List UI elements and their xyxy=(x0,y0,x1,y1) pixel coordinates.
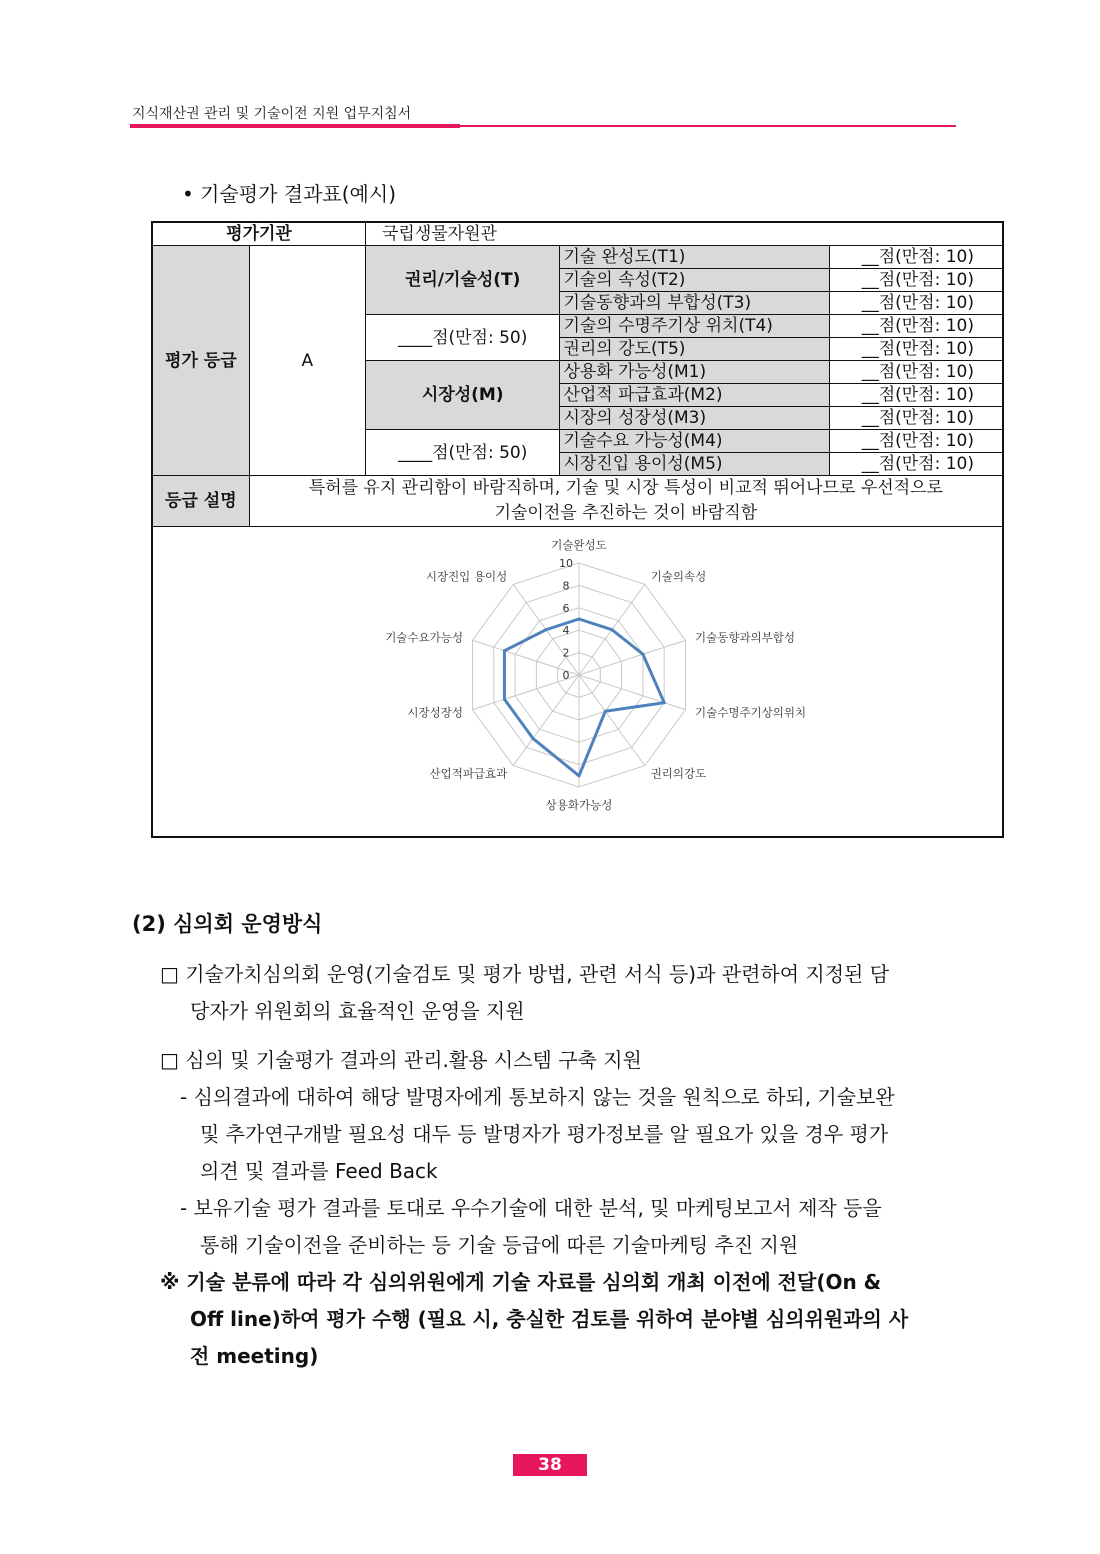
radar-category-label: 기술수요가능성 xyxy=(385,630,463,645)
text-line: 통해 기술이전을 준비하는 등 기술 등급에 따른 기술마케팅 추진 지원 xyxy=(200,1233,799,1257)
radar-chart xyxy=(153,527,1002,831)
note xyxy=(160,1264,970,1375)
page-number: 38 xyxy=(513,1454,587,1476)
text-line: - 심의결과에 대하여 해당 발명자에게 통보하지 않는 것을 원칙으로 하되, 기술보완 xyxy=(180,1085,895,1109)
radar-category-label: 상용화가능성 xyxy=(545,798,613,812)
item-score: __점(만점: 10) xyxy=(830,246,1003,269)
item-name: 상용화 가능성(M1) xyxy=(560,361,830,384)
radar-tick-label: 8 xyxy=(562,579,570,593)
text-line: 의견 및 결과를 Feed Back xyxy=(200,1159,438,1183)
radar-data-point xyxy=(503,649,506,652)
radar-category-label: 기술동향과의부합성 xyxy=(695,630,796,645)
radar-category-label: 산업적파급효과 xyxy=(429,766,508,781)
item-score: __점(만점: 10) xyxy=(830,453,1003,476)
text-line: 전 meeting) xyxy=(190,1344,319,1368)
item-score: __점(만점: 10) xyxy=(830,292,1003,315)
dash-item-2 xyxy=(160,1190,970,1264)
grade-label: 평가 등급 xyxy=(152,246,249,476)
text-line: 당자가 위원회의 효율적인 운영을 지원 xyxy=(190,999,525,1023)
radar-category-label: 기술완성도 xyxy=(551,538,607,552)
radar-data-point xyxy=(663,701,666,704)
paragraph-operation xyxy=(160,956,970,1030)
item-name: 산업적 파급효과(M2) xyxy=(560,384,830,407)
radar-tick-label: 4 xyxy=(562,624,570,638)
radar-data-point xyxy=(578,774,581,777)
radar-category-label: 시장성장성 xyxy=(407,705,463,720)
radar-tick-label: 2 xyxy=(562,646,570,660)
item-score: __점(만점: 10) xyxy=(830,315,1003,338)
group-t-label: 권리/기술성(T) xyxy=(365,246,559,315)
item-name: 기술 완성도(T1) xyxy=(560,246,830,269)
text-line: ※ 기술 분류에 따라 각 심의위원에게 기술 자료를 심의회 개최 이전에 전달(On & xyxy=(160,1270,882,1294)
text-line: - 보유기술 평가 결과를 토대로 우수기술에 대한 분석, 및 마케팅보고서 제작 등을 xyxy=(180,1196,882,1220)
item-name: 기술동향과의 부합성(T3) xyxy=(560,292,830,315)
radar-spoke xyxy=(579,675,686,710)
item-name: 시장의 성장성(M3) xyxy=(560,407,830,430)
radar-data-point xyxy=(503,698,506,701)
item-score: __점(만점: 10) xyxy=(830,338,1003,361)
grade-description xyxy=(249,476,1003,527)
radar-chart-cell xyxy=(152,527,1003,838)
radar-tick-label: 6 xyxy=(562,601,570,615)
radar-data-point xyxy=(531,737,534,740)
desc-label: 등급 설명 xyxy=(152,476,249,527)
radar-tick-label: 10 xyxy=(559,557,573,570)
document-header-title: 지식재산권 관리 및 기술이전 지원 업무지침서 xyxy=(132,106,412,122)
item-score: __점(만점: 10) xyxy=(830,430,1003,453)
item-name: 시장진입 용이성(M5) xyxy=(560,453,830,476)
radar-category-label: 기술수명주기상의위치 xyxy=(695,705,807,720)
header-divider-accent xyxy=(130,124,460,128)
desc-line: 특허를 유지 관리함이 바람직하며, 기술 및 시장 특성이 비교적 뛰어나므로 우선적으로 xyxy=(308,478,943,498)
item-name: 기술의 수명주기상 위치(T4) xyxy=(560,315,830,338)
text-line: □ 기술가치심의회 운영(기술검토 및 평가 방법, 관련 서식 등)과 관련하여 지정된 담 xyxy=(160,962,890,986)
dash-item-1 xyxy=(160,1079,970,1190)
item-score: __점(만점: 10) xyxy=(830,384,1003,407)
item-name: 권리의 강도(T5) xyxy=(560,338,830,361)
section-title: (2) 심의회 운영방식 xyxy=(132,912,323,936)
radar-category-label: 시장진입 용이성 xyxy=(425,569,508,584)
radar-category-label: 권리의강도 xyxy=(650,766,707,781)
text-line: 및 추가연구개발 필요성 대두 등 발명자가 평가정보를 알 필요가 있을 경우 평가 xyxy=(200,1122,889,1146)
radar-data-point xyxy=(545,628,548,631)
text-line: Off line)하여 평가 수행 (필요 시, 충실한 검토를 위하여 분야별 심의위원과의 사 xyxy=(190,1307,909,1331)
item-score: __점(만점: 10) xyxy=(830,361,1003,384)
paragraph-system xyxy=(160,1042,970,1375)
radar-tick-label: 0 xyxy=(562,669,570,682)
radar-data-point xyxy=(641,653,644,656)
desc-line: 기술이전을 추진하는 것이 바람직함 xyxy=(494,503,758,523)
item-name: 기술의 속성(T2) xyxy=(560,269,830,292)
text-line: □ 심의 및 기술평가 결과의 관리.활용 시스템 구축 지원 xyxy=(160,1048,642,1072)
grade-value: A xyxy=(249,246,365,476)
item-name: 기술수요 가능성(M4) xyxy=(560,430,830,453)
group-t-score: ____점(만점: 50) xyxy=(365,315,559,361)
radar-category-label: 기술의속성 xyxy=(650,569,707,584)
radar-data-point xyxy=(604,710,607,713)
group-m-label: 시장성(M) xyxy=(365,361,559,430)
item-score: __점(만점: 10) xyxy=(830,269,1003,292)
radar-data-point xyxy=(578,618,581,621)
radar-series-line xyxy=(504,619,664,776)
table-caption: • 기술평가 결과표(예시) xyxy=(182,182,396,206)
radar-data-point xyxy=(610,628,613,631)
agency-value: 국립생물자원관 xyxy=(365,222,1003,246)
radar-spoke xyxy=(513,675,579,766)
evaluation-table xyxy=(151,221,1004,838)
group-m-score: ____점(만점: 50) xyxy=(365,430,559,476)
item-score: __점(만점: 10) xyxy=(830,407,1003,430)
agency-label: 평가기관 xyxy=(152,222,365,246)
